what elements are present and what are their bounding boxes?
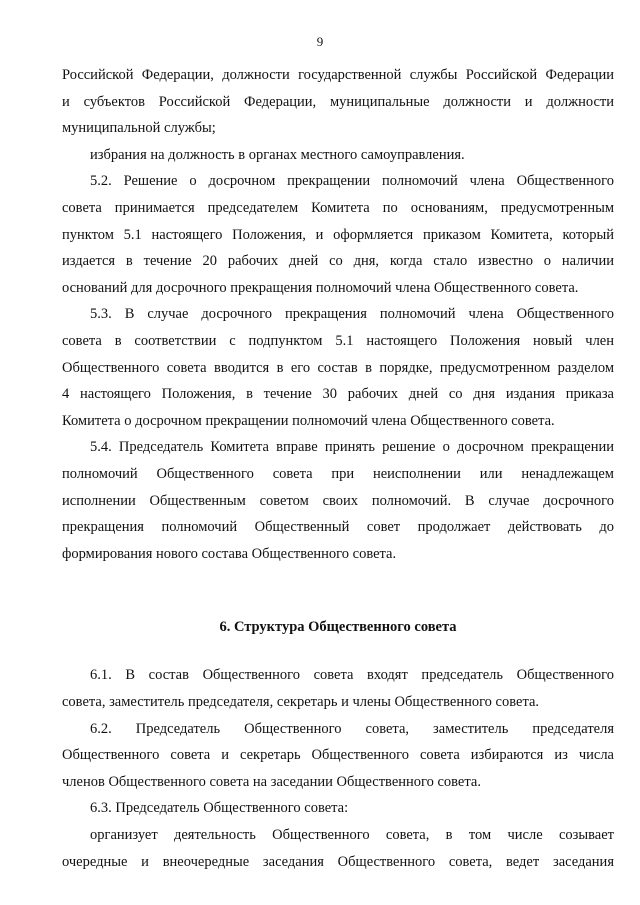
text-line: пунктом 5.1 настоящего Положения, и оформляется приказом Комитета, который — [62, 226, 614, 243]
text-line: очередные и внеочередные заседания Общественного совета, ведет заседания — [62, 853, 614, 870]
text-line: издается в течение 20 рабочих дней со дня, когда стало известно о наличии — [62, 253, 614, 270]
text-line: 6.3. Председатель Общественного совета: — [90, 800, 349, 817]
text-line: Общественного совета вводится в его состав в порядке, предусмотренном разделом — [62, 359, 614, 376]
text-line: 6.1. В состав Общественного совета входят председатель Общественного — [90, 667, 614, 684]
text-line: 6.2. Председатель Общественного совета, заместитель председателя — [90, 720, 614, 737]
text-line: формирования нового состава Общественного совета. — [62, 545, 397, 562]
text-line: 5.4. Председатель Комитета вправе принять решение о досрочном прекращении — [90, 439, 614, 456]
text-line: членов Общественного совета на заседании Общественного совета. — [62, 773, 481, 790]
text-line: Комитета о досрочном прекращении полномочий члена Общественного совета. — [62, 412, 555, 429]
text-line: и субъектов Российской Федерации, муниципальные должности и должности — [62, 93, 614, 110]
document-body — [62, 62, 614, 875]
page-number: 9 — [316, 34, 324, 49]
section-6-text — [62, 662, 614, 875]
text-line: совета в соответствии с подпунктом 5.1 настоящего Положения новый член — [62, 332, 614, 349]
text-line: 4 настоящего Положения, в течение 30 рабочих дней со дня издания приказа — [62, 386, 614, 403]
section-6-heading: 6. Структура Общественного совета — [219, 618, 457, 635]
section-5-text — [62, 62, 614, 567]
text-line: Российской Федерации, должности государственной службы Российской Федерации — [62, 67, 614, 83]
text-line: 5.3. В случае досрочного прекращения полномочий члена Общественного — [90, 306, 614, 323]
text-line: прекращения полномочий Общественный совет продолжает действовать до — [62, 519, 614, 536]
text-line: исполнении Общественным советом своих полномочий. В случае досрочного — [62, 492, 614, 509]
text-line: Общественного совета и секретарь Общественного совета избираются из числа — [62, 747, 614, 764]
spacer — [62, 567, 614, 594]
text-line: совета, заместитель председателя, секретарь и члены Общественного совета. — [62, 694, 540, 711]
text-line: муниципальной службы; — [62, 120, 216, 137]
text-line: организует деятельность Общественного совета, в том числе созывает — [90, 827, 614, 844]
text-line: оснований для досрочного прекращения полномочий члена Общественного совета. — [62, 279, 579, 296]
text-line: 5.2. Решение о досрочном прекращении полномочий члена Общественного — [90, 173, 614, 190]
text-line: избрания на должность в органах местного самоуправления. — [90, 146, 465, 163]
text-line: совета принимается председателем Комитета по основаниям, предусмотренным — [62, 199, 614, 216]
text-line: полномочий Общественного совета при неисполнении или ненадлежащем — [62, 465, 614, 482]
